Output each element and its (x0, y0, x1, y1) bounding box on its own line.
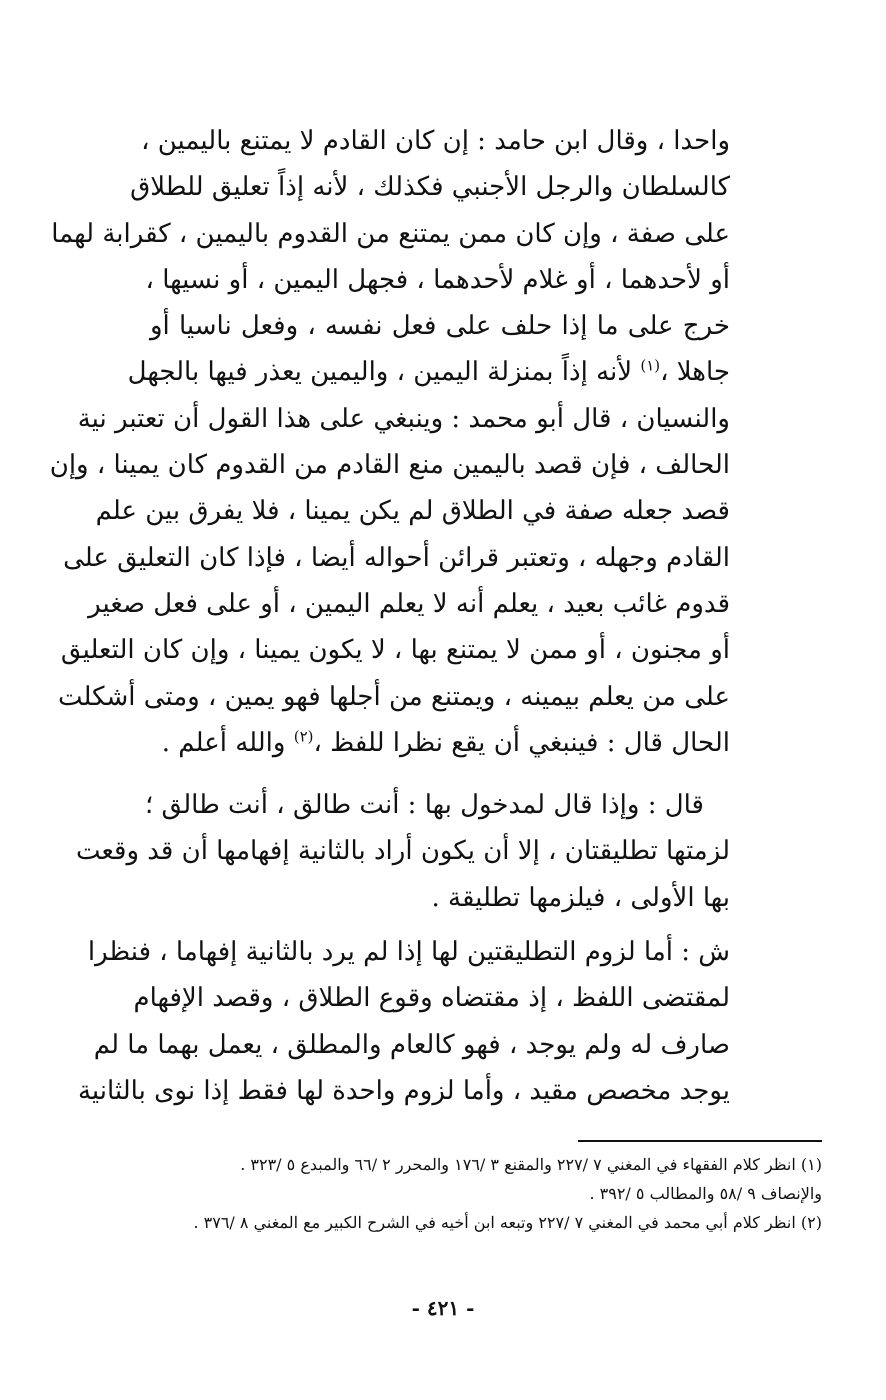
paragraph-1 (49, 118, 730, 766)
page-number: - ٤٢١ - (411, 1296, 475, 1320)
footnote-2: (٢) انظر كلام أبي محمد في المغني ٧ /٢٢٧ وتبعه ابن أخيه في الشرح الكبير مع المغني ٨ /٣٧٦ . (193, 1213, 822, 1232)
text-line: أو لأحدهما ، أو غلام لأحدهما ، فجهل اليمين ، أو نسيها ، (145, 264, 730, 295)
text-segment: جاهلا ، (660, 357, 730, 388)
text-line: كالسلطان والرجل الأجنبي فكذلك ، لأنه إذاً تعليق للطلاق (130, 172, 730, 203)
text-segment: والله أعلم . (161, 727, 286, 758)
text-line: صارف له ولم يوجد ، فهو كالعام والمطلق ، يعمل بهما ما لم (93, 1029, 730, 1060)
paragraph-3 (77, 929, 730, 1114)
text-line: لمقتضى اللفظ ، إذ مقتضاه وقوع الطلاق ، وقصد الإفهام (133, 983, 730, 1014)
text-line-with-footnote-2 (150, 720, 730, 766)
text-line: القادم وجهله ، وتعتبر قرائن أحواله أيضا ، فإذا كان التعليق على (63, 542, 730, 573)
paragraph-gap (150, 766, 730, 782)
text-line: بها الأولى ، فيلزمها تطليقة . (431, 882, 730, 913)
text-line: على من يعلم بيمينه ، ويمتنع من أجلها فهو يمين ، ومتى أشكلت (57, 681, 730, 712)
footnote-marker-2: (٢) (293, 727, 314, 746)
text-line-with-footnote-1 (127, 349, 730, 395)
footnote-1: (١) انظر كلام الفقهاء في المغني ٧ /٢٢٧ والمقنع ٣ /١٧٦ والمحرر ٢ /٦٦ والمبدع ٥ /٣٢٣ . (240, 1155, 822, 1174)
text-line: واحدا ، وقال ابن حامد : إن كان القادم لا يمتنع باليمين ، (141, 126, 730, 156)
text-line: لزمتها تطليقتان ، إلا أن يكون أراد بالثانية إفهامها أن قد وقعت (75, 836, 730, 867)
footnote-marker-1: (١) (640, 356, 661, 375)
text-line: قدوم غائب بعيد ، يعلم أنه لا يعلم اليمين ، أو على فعل صغير (88, 588, 730, 619)
footnote-1-continued: والإنصاف ٩ /٥٨ والمطالب ٥ /٣٩٢ . (589, 1184, 822, 1203)
text-line: قال : وإذا قال لمدخول بها : أنت طالق ، أنت طالق ؛ (145, 790, 704, 821)
footnotes (150, 1150, 822, 1237)
text-line: يوجد مخصص مقيد ، وأما لزوم واحدة لها فقط إذا نوى بالثانية (77, 1075, 730, 1106)
text-line: ش : أما لزوم التطليقتين لها إذا لم يرد بالثانية إفهاما ، فنظرا (87, 937, 730, 968)
text-segment: لأنه إذاً بمنزلة اليمين ، واليمين يعذر فيها بالجهل (127, 357, 633, 388)
text-line: أو مجنون ، أو ممن لا يمتنع بها ، لا يكون يمينا ، وإن كان التعليق (60, 635, 730, 666)
text-line: والنسيان ، قال أبو محمد : وينبغي على هذا القول أن تعتبر نية (77, 403, 730, 434)
paragraph-gap (150, 921, 730, 929)
paragraph-2 (75, 782, 730, 921)
text-line: خرج على ما إذا حلف على فعل نفسه ، وفعل ناسيا أو (150, 311, 730, 342)
text-segment: الحال قال : فينبغي أن يقع نظرا للفظ ، (313, 727, 730, 758)
text-line: على صفة ، وإن كان ممن يمتنع من القدوم باليمين ، كقرابة لهما (51, 218, 730, 249)
footnote-divider (578, 1140, 822, 1142)
main-text (49, 118, 730, 1114)
text-line: قصد جعله صفة في الطلاق لم يكن يمينا ، فلا يفرق بين علم (95, 496, 730, 527)
text-line: الحالف ، فإن قصد باليمين منع القادم من القدوم كان يمينا ، وإن (49, 450, 730, 481)
